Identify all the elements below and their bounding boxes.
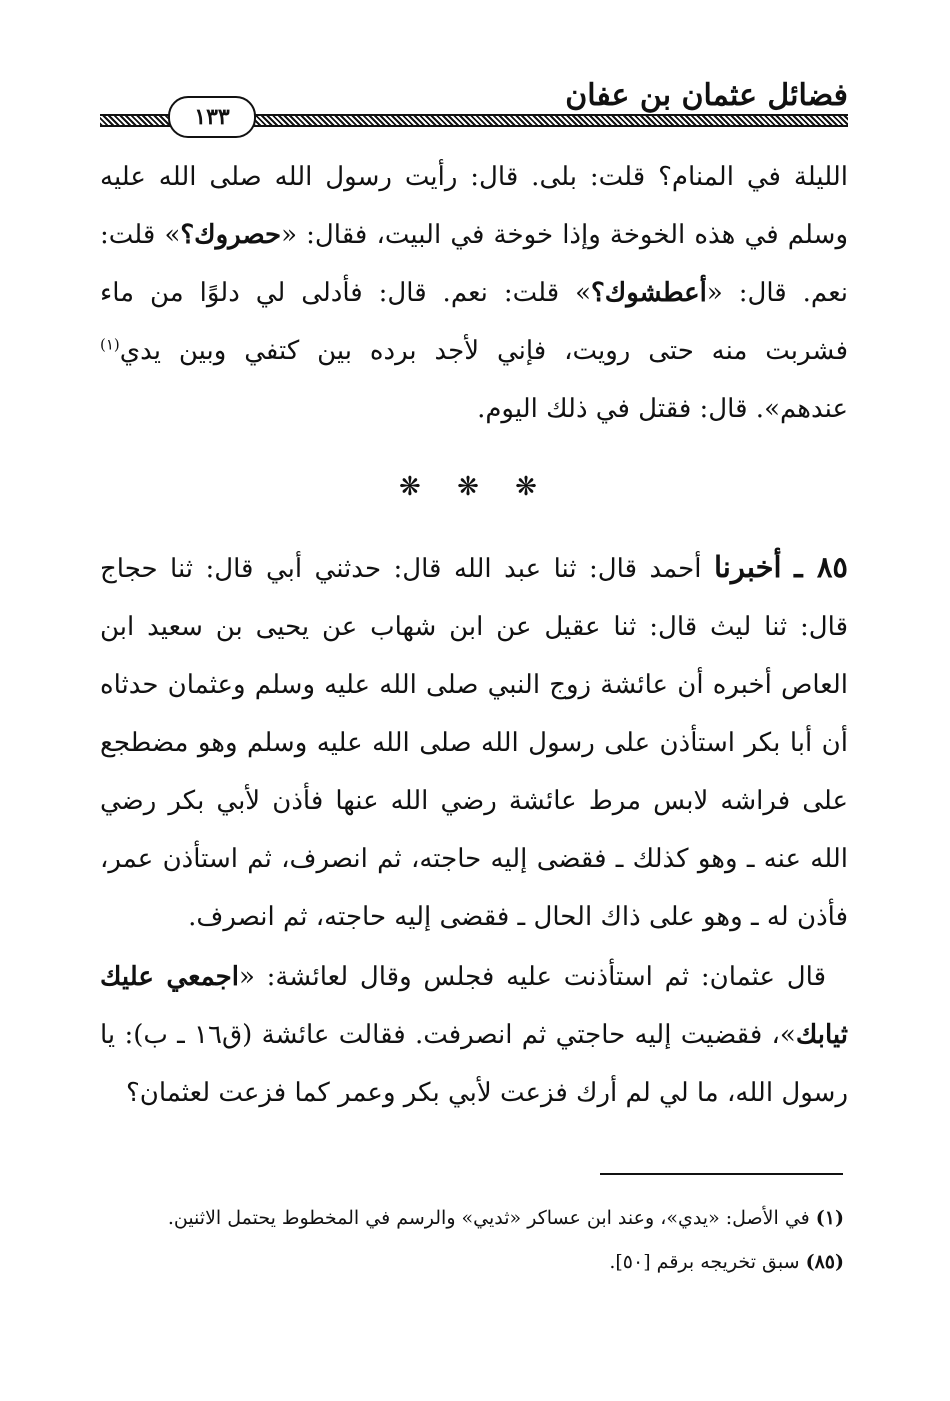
footnote bbox=[100, 1240, 844, 1284]
running-title: فضائل عثمان بن عفان bbox=[565, 78, 848, 113]
footnote-text: في الأصل: «يدي»، وعند ابن عساكر «ثديي» والرسم في المخطوط يحتمل الاثنين. bbox=[167, 1207, 816, 1229]
footnote-mark: (١) bbox=[815, 1207, 844, 1229]
paragraph-text: قال عثمان: ثم استأذنت عليه فجلس وقال لعائشة: « bbox=[238, 962, 826, 992]
footnote-text: سبق تخريجه برقم [٥٠]. bbox=[609, 1251, 806, 1273]
footnote bbox=[100, 1196, 844, 1240]
paragraph-text: أحمد قال: ثنا عبد الله قال: حدثني أبي قال: ثنا حجاج قال: ثنا ليث قال: ثنا عقيل عن ابن شهاب عن يحيى بن سعيد ابن العاص أخبره أن عائشة زوج النبي صلى الله عليه وسلم وعثمان حدثاه أن أبا بكر استأذن على رسول الله صلى الله عليه وسلم وهو مضطجع على فراشه لابس مرط عائشة رضي الله عنها فأذن لأبي بكر رضي الله عنه ـ وهو كذلك ـ فقضى إليه حاجته، ثم انصرف، ثم استأذن عمر، فأذن له ـ وهو على ذاك الحال ـ فقضى إليه حاجته، ثم انصرف. bbox=[100, 554, 848, 932]
paragraph-text: »، فقضيت إليه حاجتي ثم انصرفت. فقالت عائشة (ق١٦ ـ ب): يا رسول الله، ما لي لم أرك فزعت لأبي بكر وعمر كما فزعت لعثمان؟ bbox=[100, 1020, 848, 1108]
footnote-rule bbox=[600, 1173, 843, 1175]
hadith-paragraph bbox=[100, 538, 848, 946]
paragraph-continuation bbox=[100, 148, 848, 438]
page-number: ١٣٣ bbox=[168, 96, 256, 138]
paragraph-text: » قلت: نعم. قال: فأدلى لي دلوًا من ماء فشربت منه حتى رويت، فإني لأجد برده بين كتفي وبين يدي bbox=[100, 278, 848, 366]
paragraph-text: عندهم». قال: فقتل في ذلك اليوم. bbox=[477, 394, 848, 424]
paragraph bbox=[100, 948, 848, 1122]
footnotes bbox=[100, 1196, 844, 1284]
paragraph-text: » قلت: نعم. قال: « bbox=[100, 220, 848, 308]
paragraph-text: الليلة في المنام؟ قلت: بلى. قال: رأيت رسول الله صلى الله عليه وسلم في هذه الخوخة وإذا خوخة في البيت، فقال: « bbox=[100, 162, 849, 250]
footnote-reference: (١) bbox=[100, 335, 120, 354]
section-separator: ❋ ❋ ❋ bbox=[399, 472, 551, 502]
running-header bbox=[100, 70, 848, 130]
bold-quote: حصروك؟ bbox=[180, 220, 282, 250]
bold-quote: اجمعي عليك ثيابك bbox=[100, 962, 848, 1050]
hadith-number: ٨٥ ـ bbox=[794, 550, 849, 584]
bold-quote: أعطشوك؟ bbox=[590, 278, 707, 308]
hadith-lead-word: أخبرنا bbox=[713, 550, 782, 584]
footnote-mark: (٨٥) bbox=[805, 1251, 844, 1273]
